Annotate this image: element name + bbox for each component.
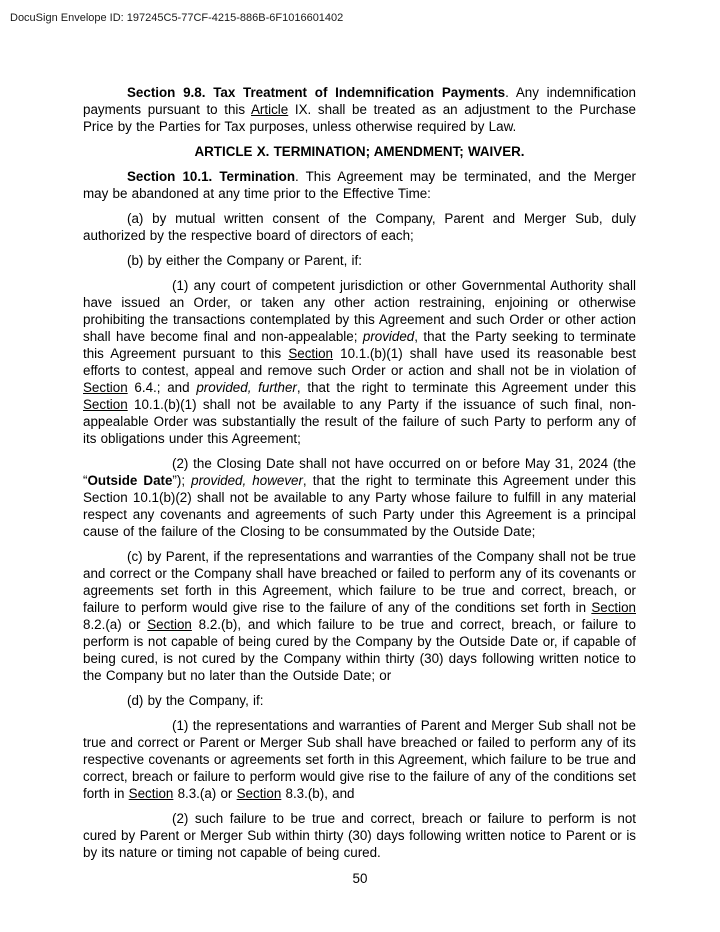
text-run: Section xyxy=(83,397,128,412)
text-run: (a) by mutual written consent of the Company, Parent and Merger Sub, duly authorized by the respective board of directors of each; xyxy=(83,211,636,243)
text-run: (b) by either the Company or Parent, if: xyxy=(127,253,362,268)
text-run: IX. shall be treated as an adjustment to the Purchase Price by the Parties for Tax purposes, unless otherwise required by Law. xyxy=(83,102,636,134)
text-run: 10.1.(b)(1) shall not be available to any Party if the issuance of such final, non-appealable Order was substantially the result of the failure of such Party to perform any of its obligations under this Agreement; xyxy=(83,397,636,446)
document-body xyxy=(83,84,636,869)
heading-article-x xyxy=(83,143,636,160)
text-run: Section 9.8. Tax Treatment of Indemnification Payments xyxy=(127,85,506,100)
page-number: 50 xyxy=(352,871,368,886)
text-run: ”); xyxy=(172,473,192,488)
text-run: (2) such failure to be true and correct, breach or failure to perform is not cured by Parent or Merger Sub within thirty (30) days following written notice to Parent or is by its nature or timing not capable of being cured. xyxy=(83,811,636,860)
text-run: 10.1.(b)(1) shall have used its reasonable best efforts to contest, appeal and remove such Order or action and shall not be in violation of xyxy=(83,346,636,378)
text-run: Article xyxy=(251,102,289,117)
text-run: 6.4.; and xyxy=(127,380,197,395)
paragraph-10-1-b-2 xyxy=(83,455,636,540)
text-run: Section xyxy=(147,617,192,632)
text-run: 8.3.(a) or xyxy=(173,786,237,801)
paragraph-section-9-8 xyxy=(83,84,636,135)
paragraph-10-1-d-2 xyxy=(83,810,636,861)
text-run: provided, further xyxy=(196,380,297,395)
text-run: . Any indemnification payments pursuant to this xyxy=(83,85,636,117)
text-run: , that the right to terminate this Agreement under this Section 10.1(b)(2) shall not be available to any Party whose failure to fulfill in any material respect any covenants and agreements of such Party under this Agreement is a principal cause of the failure of the Closing to be consummated by the Outside Date; xyxy=(83,473,637,539)
text-run: , that the right to terminate this Agreement under this xyxy=(296,380,637,395)
text-run: . This Agreement may be terminated, and the Merger may be abandoned at any time prior to the Effective Time: xyxy=(83,169,636,201)
text-run: 8.2.(b), and which failure to be true and correct, breach, or failure to perform is not capable of being cured by the Company by the Outside Date or, if capable of being cured, is not cured by the Company within thirty (30) days following written notice to the Company but no later than the Outside Date; or xyxy=(83,617,636,683)
text-run: provided, however xyxy=(191,473,303,488)
text-run: provided xyxy=(362,329,415,344)
text-run: (c) by Parent, if the representations and warranties of the Company shall not be true and correct or the Company shall have breached or failed to perform any of its covenants or agreements set forth in this Agreement, which failure to be true and correct, breach, or failure to perform would give rise to the failure of any of the conditions set forth in xyxy=(83,549,636,615)
text-run: Outside Date xyxy=(87,473,173,488)
docusign-envelope-id: DocuSign Envelope ID: 197245C5-77CF-4215-886B-6F1016601402 xyxy=(10,12,344,24)
paragraph-10-1-d xyxy=(83,692,636,709)
text-run: Section xyxy=(83,380,128,395)
text-run: Section 10.1. Termination xyxy=(127,169,296,184)
text-run: Section xyxy=(591,600,636,615)
text-run: Section xyxy=(288,346,334,361)
paragraph-10-1-b xyxy=(83,252,636,269)
text-run: Section xyxy=(128,786,174,801)
paragraph-10-1-a xyxy=(83,210,636,244)
text-run: , that the Party seeking to terminate this Agreement pursuant to this xyxy=(83,329,637,361)
text-run: Section xyxy=(236,786,282,801)
text-run: ARTICLE X. TERMINATION; AMENDMENT; WAIVER. xyxy=(194,144,525,159)
text-run: 8.3.(b), and xyxy=(281,786,355,801)
paragraph-10-1-c xyxy=(83,548,636,684)
paragraph-10-1-d-1 xyxy=(83,717,636,802)
text-run: (2) the Closing Date shall not have occurred on or before May 31, 2024 (the “ xyxy=(83,456,636,488)
paragraph-10-1-b-1 xyxy=(83,277,636,447)
paragraph-section-10-1 xyxy=(83,168,636,202)
text-run: (1) the representations and warranties of Parent and Merger Sub shall not be true and correct or Parent or Merger Sub shall have breached or failed to perform any of its respective covenants or agreements set forth in this Agreement, which failure to be true and correct, breach or failure to perform would give rise to the failure of any of the conditions set forth in xyxy=(83,718,636,801)
text-run: (1) any court of competent jurisdiction or other Governmental Authority shall have issued an Order, or taken any other action restraining, enjoining or otherwise prohibiting the transactions contemplated by this Agreement and such Order or other action shall have become final and non-appealable; xyxy=(83,278,636,344)
text-run: 8.2.(a) or xyxy=(83,617,148,632)
text-run: (d) by the Company, if: xyxy=(127,693,264,708)
